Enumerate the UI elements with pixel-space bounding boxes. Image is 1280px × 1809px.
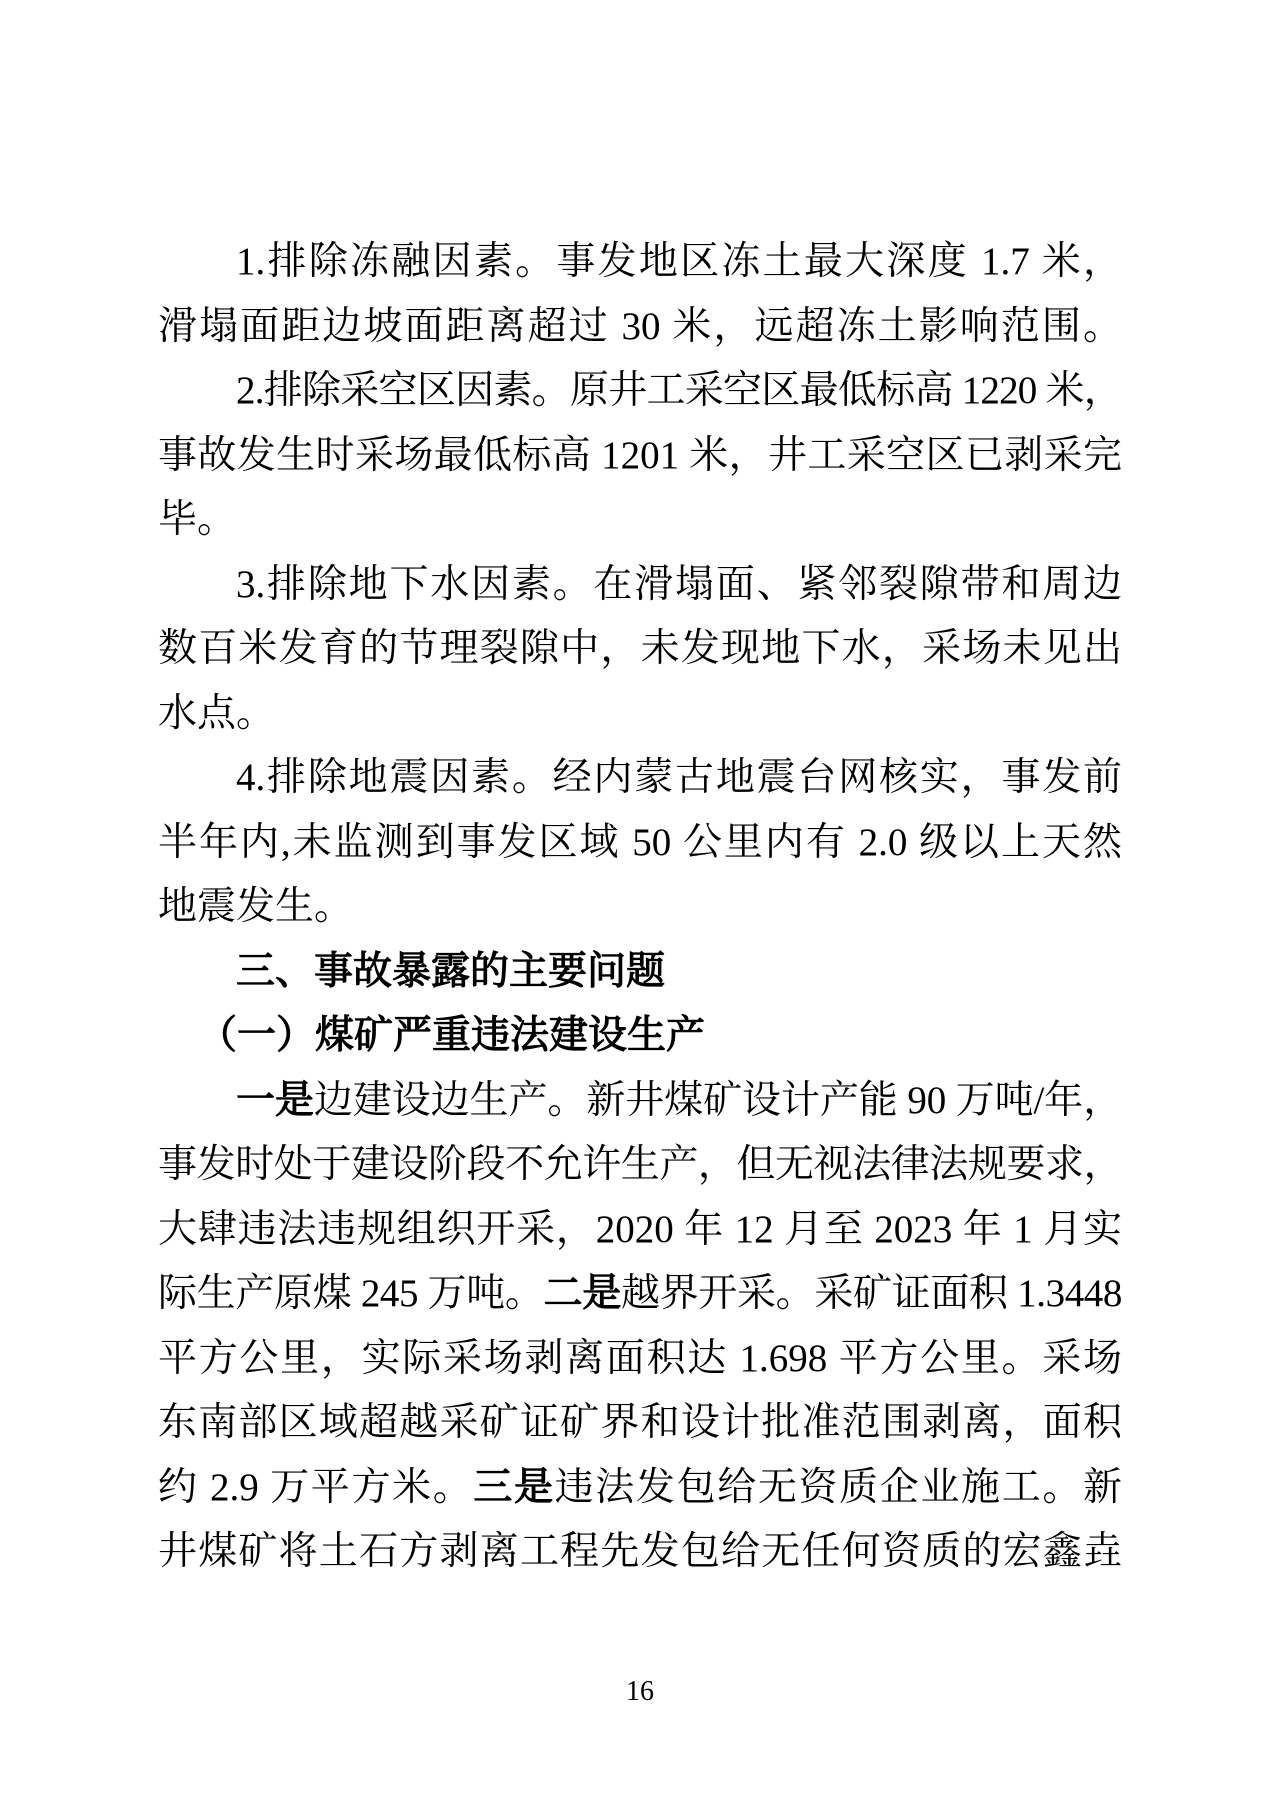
run-text: 半年内,未监测到事发区域 50 公里内有 2.0 级以上天然 <box>158 820 1122 864</box>
run-text: 东南部区域超越采矿证矿界和设计批准范围剥离，面积 <box>158 1401 1122 1444</box>
paragraph-line <box>158 1069 1122 1134</box>
paragraph-line <box>158 1520 1122 1585</box>
emphasis-text: （一）煤矿严重违法建设生产 <box>198 1014 706 1057</box>
paragraph-line <box>158 746 1122 811</box>
run-text: 井煤矿将土石方剥离工程先发包给无任何资质的宏鑫垚 <box>158 1530 1122 1573</box>
run-text: 际生产原煤 245 万吨。 <box>158 1272 544 1315</box>
paragraph-line <box>158 1391 1122 1456</box>
paragraph-line <box>158 875 1122 940</box>
paragraph-line <box>158 617 1122 682</box>
section-heading <box>158 940 1122 1005</box>
paragraph-line <box>158 230 1122 295</box>
paragraph-line <box>158 1262 1122 1327</box>
paragraph-line <box>158 553 1122 618</box>
emphasis-text: 三是 <box>473 1465 555 1509</box>
run-text: 水点。 <box>158 691 276 735</box>
emphasis-text: 二是 <box>543 1272 621 1315</box>
page-body <box>158 230 1122 1585</box>
run-text: 地震发生。 <box>158 885 354 928</box>
paragraph-line <box>158 424 1122 489</box>
run-text: 边建设边生产。新井煤矿设计产能 90 万吨/年， <box>313 1078 1122 1122</box>
run-text: 数百米发育的节理裂隙中，未发现地下水，采场未见出 <box>158 627 1122 670</box>
paragraph-line <box>158 811 1122 876</box>
run-text: 平方公里，实际采场剥离面积达 1.698 平方公里。采场 <box>158 1336 1122 1380</box>
paragraph-line <box>158 1456 1122 1521</box>
paragraph-line <box>158 488 1122 553</box>
run-text: 越界开采。采矿证面积 1.3448 <box>620 1272 1122 1315</box>
run-text: 2.排除采空区因素。原井工采空区最低标高 1220 米， <box>236 369 1122 412</box>
run-text: 毕。 <box>158 498 237 541</box>
run-text: 违法发包给无资质企业施工。新 <box>554 1465 1122 1509</box>
run-text: 1.排除冻融因素。事发地区冻土最大深度 1.7 米， <box>236 240 1122 283</box>
run-text: 约 2.9 万平方米。 <box>158 1465 474 1509</box>
emphasis-text: 一是 <box>236 1078 314 1122</box>
paragraph-line <box>158 1198 1122 1263</box>
paragraph-line <box>158 1327 1122 1392</box>
subsection-heading <box>158 1004 1122 1069</box>
run-text: 滑塌面距边坡面距离超过 30 米，远超冻土影响范围。 <box>158 304 1122 348</box>
page-number: 16 <box>626 1676 654 1707</box>
run-text: 事故发生时采场最低标高 1201 米，井工采空区已剥采完 <box>158 433 1122 477</box>
page-footer <box>0 1676 1280 1708</box>
run-text: 4.排除地震因素。经内蒙古地震台网核实，事发前 <box>236 756 1122 799</box>
paragraph-line <box>158 295 1122 360</box>
paragraph-line <box>158 1133 1122 1198</box>
run-text: 大肆违法违规组织开采，2020 年 12 月至 2023 年 1 月实 <box>158 1207 1122 1251</box>
paragraph-line <box>158 359 1122 424</box>
paragraph-line <box>158 682 1122 747</box>
emphasis-text: 三、事故暴露的主要问题 <box>236 949 666 993</box>
run-text: 3.排除地下水因素。在滑塌面、紧邻裂隙带和周边 <box>236 562 1122 606</box>
run-text: 事发时处于建设阶段不允许生产，但无视法律法规要求， <box>158 1143 1122 1186</box>
